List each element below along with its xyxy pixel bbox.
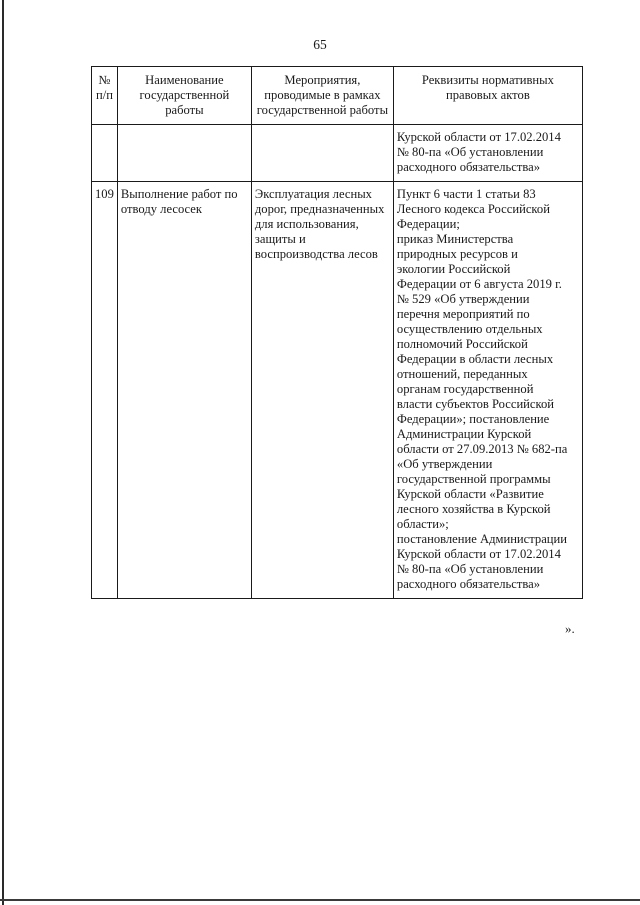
row-1-events	[251, 125, 393, 182]
cell-text-line: Пункт 6 части 1 статьи 83	[396, 187, 536, 201]
row-1-legal-acts	[393, 125, 582, 182]
row-2-legal-acts	[393, 182, 582, 599]
table-header-row	[92, 67, 583, 125]
closing-quote-mark: ».	[565, 621, 575, 636]
cell-text-line: «Об утверждении	[396, 457, 493, 471]
cell-text-line: отводу лесосек	[120, 202, 203, 216]
page-number: 65	[313, 37, 327, 52]
cell-text-line: № 80-па «Об установлении	[396, 562, 544, 576]
page-bottom-edge	[0, 899, 640, 901]
cell-text-line: области»;	[396, 517, 449, 531]
cell-text-line: Администрации Курской	[396, 427, 532, 441]
row-1-work-name	[117, 125, 251, 182]
cell-text-line: расходного обязательства»	[396, 577, 540, 591]
cell-text-line: государственной программы	[396, 472, 551, 486]
cell-text-line: приказ Министерства	[396, 232, 514, 246]
row-2-work-name	[117, 182, 251, 599]
cell-text-line: Федерации в области лесных	[396, 352, 554, 366]
cell-text-line: защиты и	[254, 232, 306, 246]
header-num: № п/п	[92, 67, 118, 125]
cell-text-line: Федерации;	[396, 217, 460, 231]
cell-text-line: области от 27.09.2013 № 682-па	[396, 442, 568, 456]
cell-text-line: перечня мероприятий по	[396, 307, 530, 321]
table-row	[92, 182, 583, 599]
cell-text-line: органам государственной	[396, 382, 534, 396]
page-left-edge	[2, 0, 4, 905]
row-2-num: 109	[92, 182, 118, 599]
cell-text-line: для использования,	[254, 217, 359, 231]
legal-acts-table	[91, 66, 583, 599]
header-work-name: Наименование государственной работы	[117, 67, 251, 125]
cell-text-line: Лесного кодекса Российской	[396, 202, 550, 216]
header-legal-acts: Реквизиты нормативных правовых актов	[393, 67, 582, 125]
cell-text-line: воспроизводства лесов	[254, 247, 378, 261]
cell-text-line: Курской области «Развитие	[396, 487, 544, 501]
cell-text-line: Выполнение работ по	[120, 187, 238, 201]
cell-text-line: Эксплуатация лесных	[254, 187, 372, 201]
cell-text-line: осуществлению отдельных	[396, 322, 543, 336]
table-row	[92, 125, 583, 182]
cell-text-line: отношений, переданных	[396, 367, 528, 381]
cell-text-line: Федерации от 6 августа 2019 г.	[396, 277, 562, 291]
cell-text-line: дорог, предназначенных	[254, 202, 385, 216]
cell-text-line: полномочий Российской	[396, 337, 528, 351]
cell-text-line: Курской области от 17.02.2014	[396, 130, 561, 144]
row-2-events	[251, 182, 393, 599]
cell-text-line: № 529 «Об утверждении	[396, 292, 530, 306]
cell-text-line: Федерации»; постановление	[396, 412, 550, 426]
cell-text-line: лесного хозяйства в Курской	[396, 502, 551, 516]
cell-text-line: расходного обязательства»	[396, 160, 540, 174]
cell-text-line: природных ресурсов и	[396, 247, 518, 261]
cell-text-line: постановление Администрации	[396, 532, 568, 546]
cell-text-line: Курской области от 17.02.2014	[396, 547, 561, 561]
row-1-num	[92, 125, 118, 182]
cell-text-line: № 80-па «Об установлении	[396, 145, 544, 159]
cell-text-line: экологии Российской	[396, 262, 511, 276]
header-events: Мероприятия, проводимые в рамках государственной работы	[251, 67, 393, 125]
cell-text-line: власти субъектов Российской	[396, 397, 555, 411]
